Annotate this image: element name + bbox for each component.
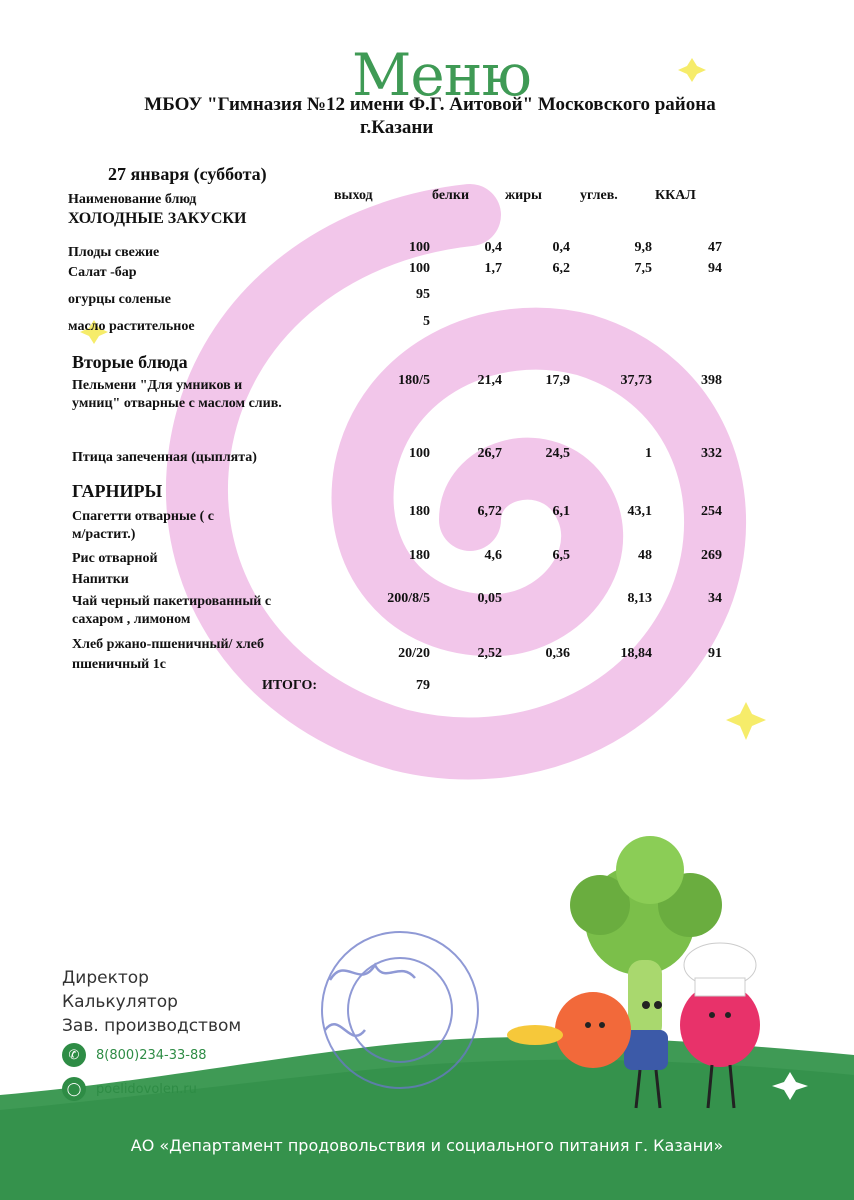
col-header-name: Наименование блюд (68, 192, 197, 207)
dish-fat: 24,5 (545, 446, 570, 461)
col-header-carbs: углев. (580, 188, 618, 203)
dish-name-cont: м/растит.) (72, 527, 136, 542)
globe-icon: ◯ (62, 1077, 86, 1101)
dish-name: Чай черный пакетированный с (72, 594, 272, 609)
dish-output: 180/5 (398, 373, 430, 388)
dish-protein: 21,4 (477, 373, 502, 388)
dish-name: Пельмени "Для умников и (72, 378, 243, 393)
dish-name-cont: сахаром , лимоном (72, 612, 191, 627)
dish-kcal: 47 (708, 240, 722, 255)
dish-protein: 4,6 (484, 548, 502, 563)
dish-protein: 2,52 (477, 646, 502, 661)
dish-name: масло растительное (68, 319, 195, 334)
col-header-protein: белки (432, 188, 470, 203)
dish-carbs: 37,73 (620, 373, 652, 388)
phone-icon: ✆ (62, 1043, 86, 1067)
site-contact[interactable] (62, 1077, 197, 1101)
dish-name-cont: пшеничный 1с (72, 657, 166, 672)
dish-fat: 0,36 (545, 646, 570, 661)
dish-name-cont: умниц" отварные с маслом слив. (72, 396, 282, 411)
dish-output: 100 (409, 240, 430, 255)
dish-name: Плоды свежие (68, 245, 160, 260)
section-cold: ХОЛОДНЫЕ ЗАКУСКИ (68, 210, 247, 227)
organization-city: г.Казани (360, 117, 434, 138)
dish-fat: 17,9 (545, 373, 570, 388)
dish-protein: 6,72 (477, 504, 502, 519)
organization-name: МБОУ "Гимназия №12 имени Ф.Г. Аитовой" Московского района (144, 94, 716, 115)
dish-name: Птица запеченная (цыплята) (72, 450, 257, 465)
dish-fat: 0,4 (552, 240, 570, 255)
total-label: ИТОГО: (262, 678, 318, 693)
col-header-fat: жиры (505, 188, 542, 203)
dish-carbs: 48 (638, 548, 652, 563)
total-value: 79 (416, 678, 430, 693)
dish-protein: 0,4 (484, 240, 502, 255)
dish-output: 20/20 (398, 646, 430, 661)
dish-output: 200/8/5 (387, 591, 430, 606)
signature-production: Зав. производством (62, 1016, 242, 1036)
phone-number: 8(800)234-33-88 (96, 1047, 207, 1063)
dish-protein: 1,7 (484, 261, 502, 276)
section-garnish: ГАРНИРЫ (72, 481, 163, 501)
menu-date: 27 января (суббота) (108, 164, 267, 184)
dish-carbs: 9,8 (634, 240, 652, 255)
dish-kcal: 269 (701, 548, 722, 563)
dish-carbs: 8,13 (627, 591, 652, 606)
company-name: АО «Департамент продовольствия и социального питания г. Казани» (130, 1135, 724, 1155)
site-link[interactable]: poelidovolen.ru (96, 1081, 197, 1097)
dish-name: Рис отварной (72, 551, 158, 566)
dish-protein: 0,05 (477, 591, 502, 606)
dish-name: Хлеб ржано-пшеничный/ хлеб (72, 637, 264, 652)
dish-output: 100 (409, 446, 430, 461)
dish-carbs: 1 (645, 446, 652, 461)
section-second: Вторые блюда (72, 352, 188, 372)
phone-contact (62, 1043, 207, 1067)
dish-name: Салат -бар (68, 265, 137, 280)
dish-output: 5 (423, 314, 430, 329)
dish-fat: 6,2 (552, 261, 570, 276)
dish-output: 180 (409, 548, 430, 563)
dish-kcal: 34 (708, 591, 722, 606)
menu-logo: Меню (352, 41, 531, 109)
dish-output: 100 (409, 261, 430, 276)
dish-fat: 6,5 (552, 548, 570, 563)
spiral-decoration (197, 215, 715, 749)
dish-fat: 6,1 (552, 504, 570, 519)
signature-director: Директор (62, 968, 149, 988)
dish-kcal: 91 (708, 646, 722, 661)
dish-name: огурцы соленые (68, 292, 171, 307)
col-header-kcal: ККАЛ (655, 188, 696, 203)
signature-calculator: Калькулятор (62, 992, 178, 1012)
dish-kcal: 94 (708, 261, 722, 276)
dish-output: 95 (416, 287, 430, 302)
dish-kcal: 332 (701, 446, 722, 461)
dish-carbs: 18,84 (620, 646, 652, 661)
dish-kcal: 398 (701, 373, 722, 388)
col-header-output: выход (334, 188, 373, 203)
dish-carbs: 43,1 (627, 504, 652, 519)
dish-carbs: 7,5 (634, 261, 652, 276)
dish-protein: 26,7 (477, 446, 502, 461)
section-drinks: Напитки (72, 572, 129, 587)
dish-output: 180 (409, 504, 430, 519)
dish-name: Спагетти отварные ( с (72, 509, 215, 524)
dish-kcal: 254 (701, 504, 722, 519)
